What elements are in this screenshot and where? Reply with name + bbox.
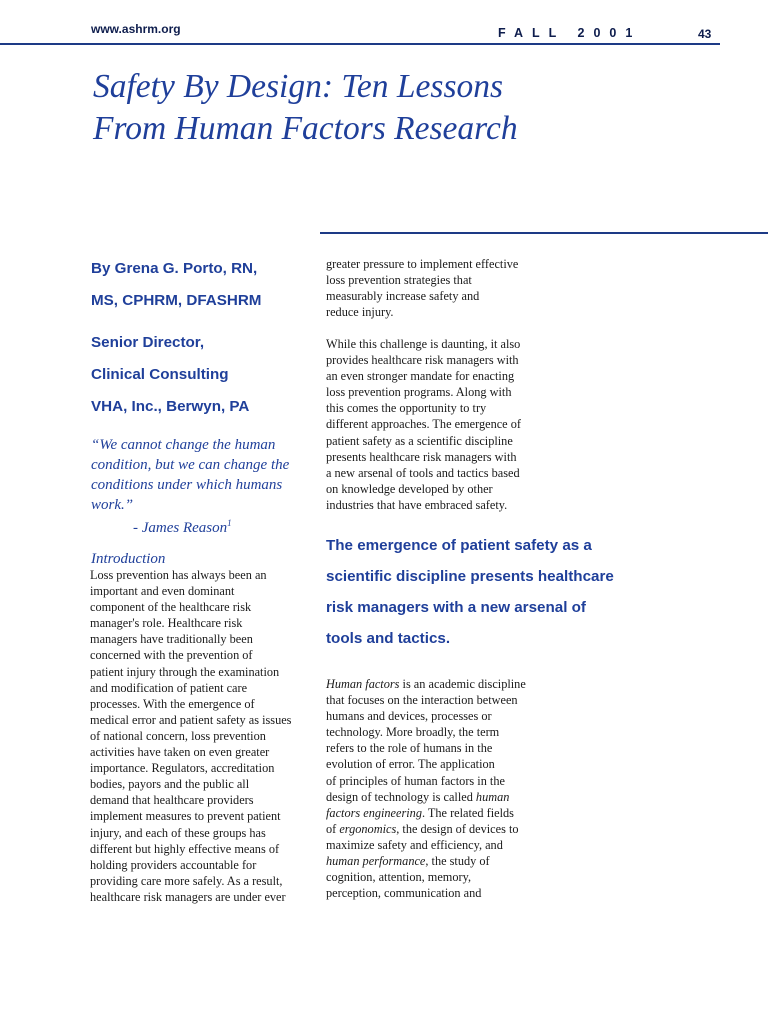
- epigraph-quote: “We cannot change the human condition, but we can change the conditions under which humans work.”: [91, 437, 290, 513]
- header-rule: [0, 43, 720, 45]
- byline-line: Senior Director,: [91, 334, 205, 351]
- text-line: of principles of human factors in the: [326, 773, 505, 788]
- text-line: loss prevention programs. Along with: [326, 385, 512, 400]
- text-line: Loss prevention has always been an: [90, 568, 267, 582]
- text-line: component of the healthcare risk: [90, 600, 252, 615]
- section-heading-introduction: Introduction: [91, 551, 166, 567]
- text-line: human performance, the study of: [326, 854, 490, 869]
- text-line: on knowledge developed by other: [326, 481, 493, 496]
- text-line: holding providers accountable for: [90, 857, 257, 872]
- text-line: humans and devices, processes or: [326, 709, 492, 724]
- text-line: a new arsenal of tools and tactics based: [326, 465, 520, 480]
- text-line: activities have taken on even greater: [90, 745, 270, 760]
- byline-line: VHA, Inc., Berwyn, PA: [91, 398, 250, 415]
- text-line: industries that have embraced safety.: [326, 497, 508, 512]
- text-line: of ergonomics, the design of devices to: [326, 821, 519, 836]
- author-byline: [91, 253, 316, 423]
- epigraph-attribution: - James Reason$^1$: [133, 518, 232, 536]
- text-line: demand that healthcare providers: [90, 793, 254, 808]
- pull-quote-line: tools and tactics.: [326, 630, 451, 647]
- text-line: loss prevention strategies that: [326, 273, 472, 288]
- text-line: providing care more safely. As a result,: [90, 873, 283, 888]
- pull-quote-line: The emergence of patient safety as a: [326, 537, 592, 554]
- text-line: measurably increase safety and: [326, 289, 480, 304]
- column-2-paragraph-1: [326, 256, 556, 320]
- website-url: www.ashrm.org: [91, 22, 181, 36]
- text-line: different approaches. The emergence of: [326, 417, 521, 432]
- byline-line: Clinical Consulting: [91, 366, 229, 383]
- text-line: refers to the role of humans in the: [326, 741, 493, 756]
- text-line: medical error and patient safety as issues: [90, 712, 292, 727]
- text-line: technology. More broadly, the term: [326, 725, 500, 740]
- text-line: processes. With the emergence of: [90, 696, 255, 711]
- text-line: important and even dominant: [90, 584, 235, 599]
- text-line: this comes the opportunity to try: [326, 401, 487, 416]
- text-line: provides healthcare risk managers with: [326, 353, 519, 368]
- text-line: healthcare risk managers are under ever: [90, 889, 286, 904]
- text-line: patient safety as a scientific discipline: [326, 433, 513, 448]
- text-line: manager's role. Healthcare risk: [90, 616, 243, 631]
- text-line: importance. Regulators, accreditation: [90, 761, 275, 776]
- byline-line: By Grena G. Porto, RN,: [91, 260, 258, 277]
- text-line: greater pressure to implement effective: [326, 257, 519, 271]
- text-line: different but highly effective means of: [90, 841, 280, 856]
- column-2-paragraph-2: [326, 336, 556, 513]
- text-line: maximize safety and efficiency, and: [326, 837, 503, 852]
- text-line: While this challenge is daunting, it also: [326, 337, 521, 351]
- text-line: managers have traditionally been: [90, 632, 253, 647]
- text-line: presents healthcare risk managers with: [326, 449, 517, 464]
- text-line: implement measures to prevent patient: [90, 809, 281, 824]
- text-line: of national concern, loss prevention: [90, 728, 266, 743]
- title-line-1: Safety By Design: Ten Lessons: [93, 68, 504, 105]
- text-line: cognition, attention, memory,: [326, 870, 472, 885]
- title-rule: [320, 232, 768, 234]
- column-2-paragraph-3: [326, 676, 556, 901]
- footnote-marker: 1: [227, 518, 232, 528]
- text-line: Human factors is an academic discipline: [326, 677, 526, 691]
- byline-line: MS, CPHRM, DFASHRM: [91, 292, 262, 309]
- text-line: injury, and each of these groups has: [90, 825, 266, 840]
- pull-quote-line: risk managers with a new arsenal of: [326, 599, 586, 616]
- page-number: 43: [698, 27, 712, 41]
- text-line: design of technology is called human: [326, 789, 510, 804]
- text-line: reduce injury.: [326, 305, 394, 320]
- title-line-2: From Human Factors Research: [93, 110, 518, 147]
- text-line: that focuses on the interaction between: [326, 693, 518, 708]
- text-line: concerned with the prevention of: [90, 648, 253, 663]
- text-line: bodies, payors and the public all: [90, 777, 250, 792]
- article-title: [93, 66, 743, 150]
- text-line: factors engineering. The related fields: [326, 805, 514, 820]
- text-line: evolution of error. The application: [326, 757, 495, 772]
- pull-quote: [326, 530, 746, 654]
- text-line: an even stronger mandate for enacting: [326, 369, 515, 384]
- text-line: perception, communication and: [326, 886, 482, 901]
- column-1-text: [90, 567, 318, 905]
- issue-label: FALL 2001: [498, 26, 642, 40]
- pull-quote-line: scientific discipline presents healthcare: [326, 568, 614, 585]
- text-line: patient injury through the examination: [90, 664, 280, 679]
- text-line: and modification of patient care: [90, 680, 248, 695]
